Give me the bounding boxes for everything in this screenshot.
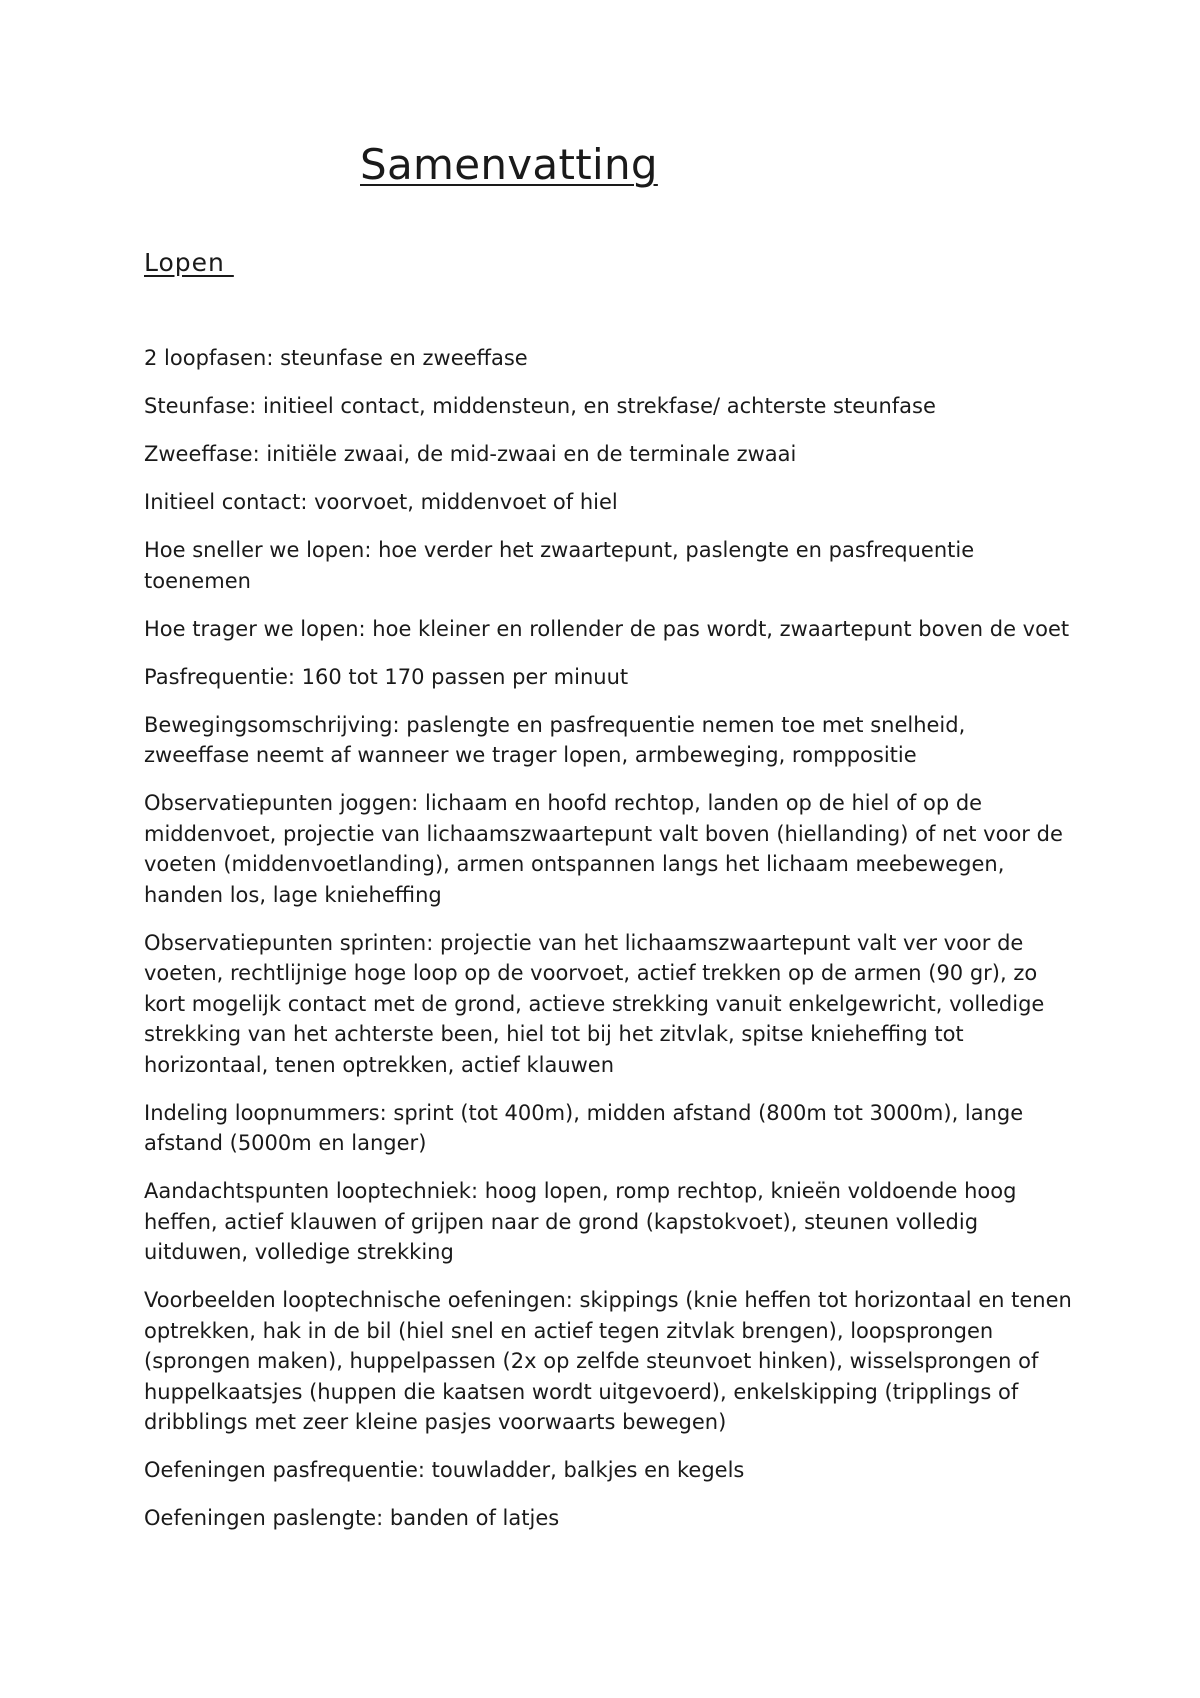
paragraph: Observatiepunten joggen: lichaam en hoofd rechtop, landen op de hiel of op de middenvoet, projectie van lichaamszwaartepunt valt boven (hiellanding) of net voor de voeten (middenvoetlanding), armen ontspannen langs het lichaam meebewegen, handen los, lage knieheffing [144,791,1063,907]
paragraph: Indeling loopnummers: sprint (tot 400m), midden afstand (800m tot 3000m), lange afstand (5000m en langer) [144,1100,1024,1155]
section-heading: Lopen [144,248,234,277]
paragraph: Hoe sneller we lopen: hoe verder het zwaartepunt, paslengte en pasfrequentie toenemen [144,538,975,593]
document-body [144,343,1074,1551]
paragraph: Initieel contact: voorvoet, middenvoet of hiel [144,490,618,514]
paragraph: Oefeningen paslengte: banden of latjes [144,1506,560,1530]
paragraph: Oefeningen pasfrequentie: touwladder, balkjes en kegels [144,1458,745,1482]
paragraph: Aandachtspunten looptechniek: hoog lopen, romp rechtop, knieën voldoende hoog heffen, actief klauwen of grijpen naar de grond (kapstokvoet), steunen volledig uitduwen, volledige strekking [144,1179,1017,1264]
paragraph: Voorbeelden looptechnische oefeningen: skippings (knie heffen tot horizontaal en tenen optrekken, hak in de bil (hiel snel en actief tegen zitvlak brengen), loopsprongen (sprongen maken), huppelpassen (2x op zelfde steunvoet hinken), wisselsprongen of huppelkaatsjes (huppen die kaatsen wordt uitgevoerd), enkelskipping (tripplings of dribblings met zeer kleine pasjes voorwaarts bewegen) [144,1288,1072,1434]
paragraph: Pasfrequentie: 160 tot 170 passen per minuut [144,664,629,689]
paragraph: Observatiepunten sprinten: projectie van het lichaamszwaartepunt valt ver voor de voeten, rechtlijnige hoge loop op de voorvoet, actief trekken op de armen (90 gr), zo kort mogelijk contact met de grond, actieve strekking vanuit enkelgewricht, volledige strekking van het achterste been, hiel tot bij het zitvlak, spitse knieheffing tot horizontaal, tenen optrekken, actief klauwen [144,930,1045,1077]
document-title: Samenvatting [360,140,658,189]
paragraph: 2 loopfasen: steunfase en zweeffase [144,346,528,370]
paragraph: Zweeffase: initiële zwaai, de mid-zwaai en de terminale zwaai [144,442,797,466]
paragraph: Bewegingsomschrijving: paslengte en pasfrequentie nemen toe met snelheid, zweeffase neemt af wanneer we trager lopen, armbeweging, romppositie [144,712,966,767]
paragraph: Hoe trager we lopen: hoe kleiner en rollender de pas wordt, zwaartepunt boven de voet [144,616,1070,641]
paragraph: Steunfase: initieel contact, middensteun, en strekfase/ achterste steunfase [144,394,936,418]
